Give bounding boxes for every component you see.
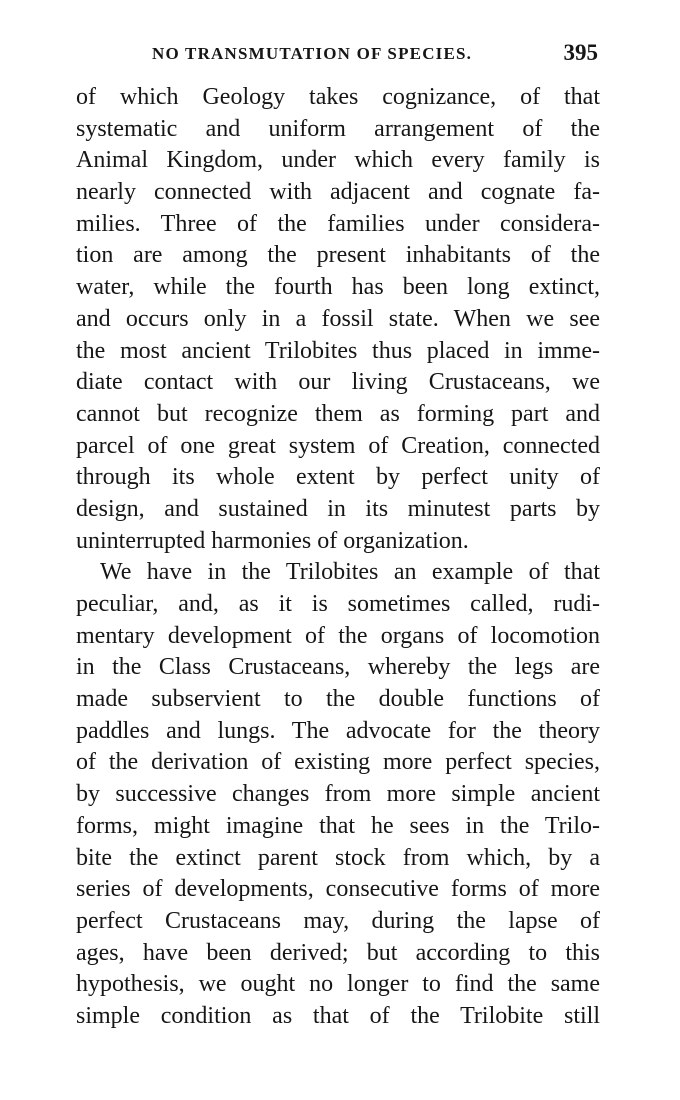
text-line: parcel of one great system of Creation, connected xyxy=(76,432,600,459)
text-line: by successive changes from more simple ancient xyxy=(76,781,600,808)
running-title: NO TRANSMUTATION OF SPECIES. xyxy=(152,44,473,63)
text-line: tion are among the present inhabitants of the xyxy=(76,242,600,269)
text-line: design, and sustained in its minutest parts by xyxy=(76,495,600,522)
text-line: made subservient to the double functions of xyxy=(76,686,600,713)
text-line: simple condition as that of the Trilobite still xyxy=(76,1002,600,1029)
text-line: in the Class Crustaceans, whereby the legs are xyxy=(76,654,600,681)
text-line: of which Geology takes cognizance, of that xyxy=(76,84,600,110)
body-text xyxy=(76,82,600,1033)
text-line: series of developments, consecutive forms of more xyxy=(76,876,600,903)
running-head xyxy=(76,40,608,68)
text-line: ages, have been derived; but according to this xyxy=(76,939,600,966)
text-line: paddles and lungs. The advocate for the theory xyxy=(76,717,600,744)
text-line: and occurs only in a fossil state. When we see xyxy=(76,305,600,332)
text-line: mentary development of the organs of locomotion xyxy=(76,622,600,649)
text-line: of the derivation of existing more perfect species, xyxy=(76,749,600,776)
paragraph-2 xyxy=(76,557,600,1032)
text-line: uninterrupted harmonies of organization. xyxy=(76,527,469,554)
text-line: diate contact with our living Crustaceans, we xyxy=(76,369,600,396)
text-line: We have in the Trilobites an example of that xyxy=(100,559,600,586)
page-number: 395 xyxy=(563,40,598,65)
text-line: peculiar, and, as it is sometimes called, rudi- xyxy=(76,591,600,617)
text-line: milies. Three of the families under considera- xyxy=(76,210,600,237)
text-line: nearly connected with adjacent and cognate fa- xyxy=(76,179,600,206)
text-line: the most ancient Trilobites thus placed in imme- xyxy=(76,337,600,364)
text-line: hypothesis, we ought no longer to find the same xyxy=(76,971,600,998)
text-line: bite the extinct parent stock from which, by a xyxy=(76,844,600,871)
paragraph-1 xyxy=(76,82,600,557)
text-line: perfect Crustaceans may, during the lapse of xyxy=(76,907,600,934)
text-line: through its whole extent by perfect unity of xyxy=(76,464,600,491)
text-line: Animal Kingdom, under which every family is xyxy=(76,147,600,174)
text-line: forms, might imagine that he sees in the Trilo- xyxy=(76,812,600,839)
text-line: systematic and uniform arrangement of the xyxy=(76,115,600,142)
text-line: cannot but recognize them as forming part and xyxy=(76,400,600,427)
text-line: water, while the fourth has been long extinct, xyxy=(76,274,600,301)
